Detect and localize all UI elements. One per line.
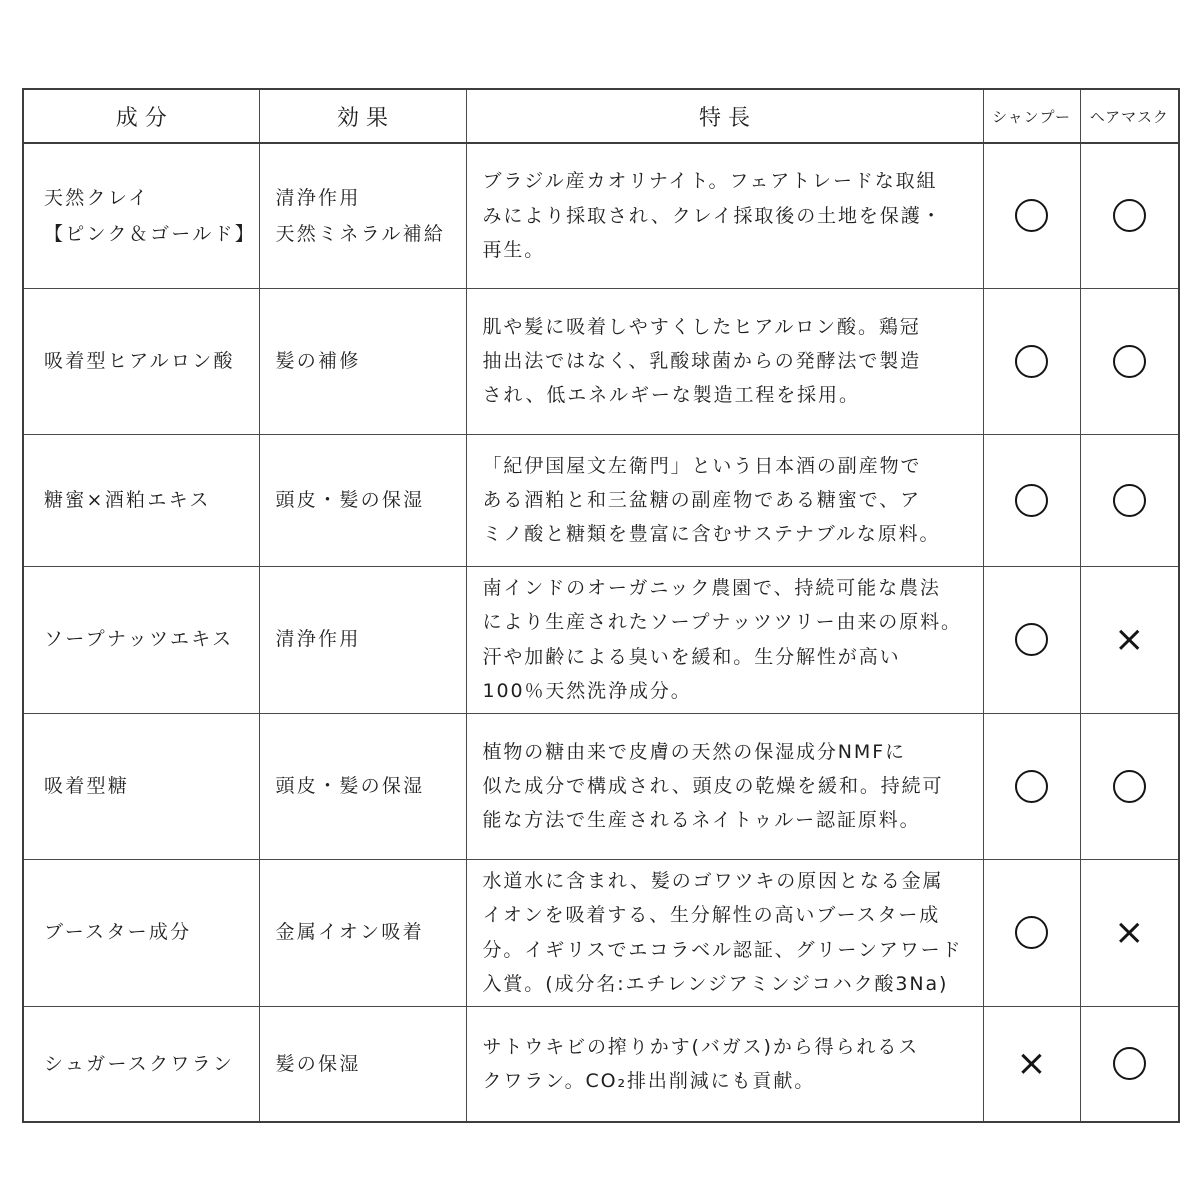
- effect-cell: 頭皮・髪の保湿: [259, 713, 466, 859]
- ingredient-cell: 吸着型糖: [23, 713, 259, 859]
- table-row: [23, 859, 1179, 1006]
- effect-cell: 髪の補修: [259, 288, 466, 434]
- shampoo-mark-cell: [983, 859, 1080, 1006]
- feature-cell: サトウキビの搾りかす(バガス)から得られるス クワラン。CO₂排出削減にも貢献。: [466, 1006, 983, 1122]
- cross-mark: ×: [1016, 1042, 1047, 1084]
- ingredient-cell: シュガースクワラン: [23, 1006, 259, 1122]
- circle-mark: [1113, 345, 1146, 378]
- circle-mark: [1113, 1047, 1146, 1080]
- hairmask-mark-cell: [1080, 1006, 1179, 1122]
- hairmask-mark-cell: [1080, 713, 1179, 859]
- table-row: [23, 143, 1179, 288]
- shampoo-mark-cell: [983, 288, 1080, 434]
- shampoo-mark-cell: [983, 713, 1080, 859]
- ingredient-cell: ブースター成分: [23, 859, 259, 1006]
- hairmask-mark-cell: [1080, 434, 1179, 566]
- feature-cell: 植物の糖由来で皮膚の天然の保湿成分NMFに 似た成分で構成され、頭皮の乾燥を緩和。持続可 能な方法で生産されるネイトゥルー認証原料。: [466, 713, 983, 859]
- table-row: [23, 713, 1179, 859]
- feature-cell: 水道水に含まれ、髪のゴワツキの原因となる金属 イオンを吸着する、生分解性の高いブースター成 分。イギリスでエコラベル認証、グリーンアワード 入賞。(成分名:エチレンジアミンジコハク酸3Na): [466, 859, 983, 1006]
- feature-cell: ブラジル産カオリナイト。フェアトレードな取組 みにより採取され、クレイ採取後の土地を保護・ 再生。: [466, 143, 983, 288]
- circle-mark: [1113, 199, 1146, 232]
- hairmask-mark-cell: [1080, 859, 1179, 1006]
- shampoo-mark-cell: [983, 1006, 1080, 1122]
- effect-cell: 髪の保湿: [259, 1006, 466, 1122]
- circle-mark: [1113, 484, 1146, 517]
- header-effect: 効果: [259, 89, 466, 143]
- table-row: [23, 288, 1179, 434]
- ingredient-cell: ソープナッツエキス: [23, 566, 259, 713]
- table-row: [23, 566, 1179, 713]
- feature-cell: 「紀伊国屋文左衛門」という日本酒の副産物で ある酒粕と和三盆糖の副産物である糖蜜で、ア ミノ酸と糖類を豊富に含むサステナブルな原料。: [466, 434, 983, 566]
- hairmask-mark-cell: [1080, 288, 1179, 434]
- circle-mark: [1015, 199, 1048, 232]
- shampoo-mark-cell: [983, 566, 1080, 713]
- circle-mark: [1015, 770, 1048, 803]
- effect-cell: 頭皮・髪の保湿: [259, 434, 466, 566]
- ingredient-cell: 糖蜜×酒粕エキス: [23, 434, 259, 566]
- effect-cell: 清浄作用 天然ミネラル補給: [259, 143, 466, 288]
- table-body: [23, 143, 1179, 1122]
- header-ingredient: 成分: [23, 89, 259, 143]
- header-feature: 特長: [466, 89, 983, 143]
- circle-mark: [1015, 345, 1048, 378]
- header-shampoo: シャンプー: [983, 89, 1080, 143]
- cross-mark: ×: [1114, 911, 1145, 953]
- feature-cell: 肌や髪に吸着しやすくしたヒアルロン酸。鶏冠 抽出法ではなく、乳酸球菌からの発酵法で製造 され、低エネルギーな製造工程を採用。: [466, 288, 983, 434]
- table-row: [23, 434, 1179, 566]
- hairmask-mark-cell: [1080, 566, 1179, 713]
- shampoo-mark-cell: [983, 434, 1080, 566]
- circle-mark: [1015, 623, 1048, 656]
- header-hairmask: ヘアマスク: [1080, 89, 1179, 143]
- cross-mark: ×: [1114, 618, 1145, 660]
- ingredient-cell: 吸着型ヒアルロン酸: [23, 288, 259, 434]
- header-row: [23, 89, 1179, 143]
- shampoo-mark-cell: [983, 143, 1080, 288]
- ingredient-cell: 天然クレイ 【ピンク＆ゴールド】: [23, 143, 259, 288]
- table-row: [23, 1006, 1179, 1122]
- circle-mark: [1015, 484, 1048, 517]
- circle-mark: [1113, 770, 1146, 803]
- effect-cell: 清浄作用: [259, 566, 466, 713]
- feature-cell: 南インドのオーガニック農園で、持続可能な農法 により生産されたソープナッツツリー由来の原料。 汗や加齢による臭いを緩和。生分解性が高い 100％天然洗浄成分。: [466, 566, 983, 713]
- circle-mark: [1015, 916, 1048, 949]
- effect-cell: 金属イオン吸着: [259, 859, 466, 1006]
- hairmask-mark-cell: [1080, 143, 1179, 288]
- ingredient-table: [22, 88, 1180, 1123]
